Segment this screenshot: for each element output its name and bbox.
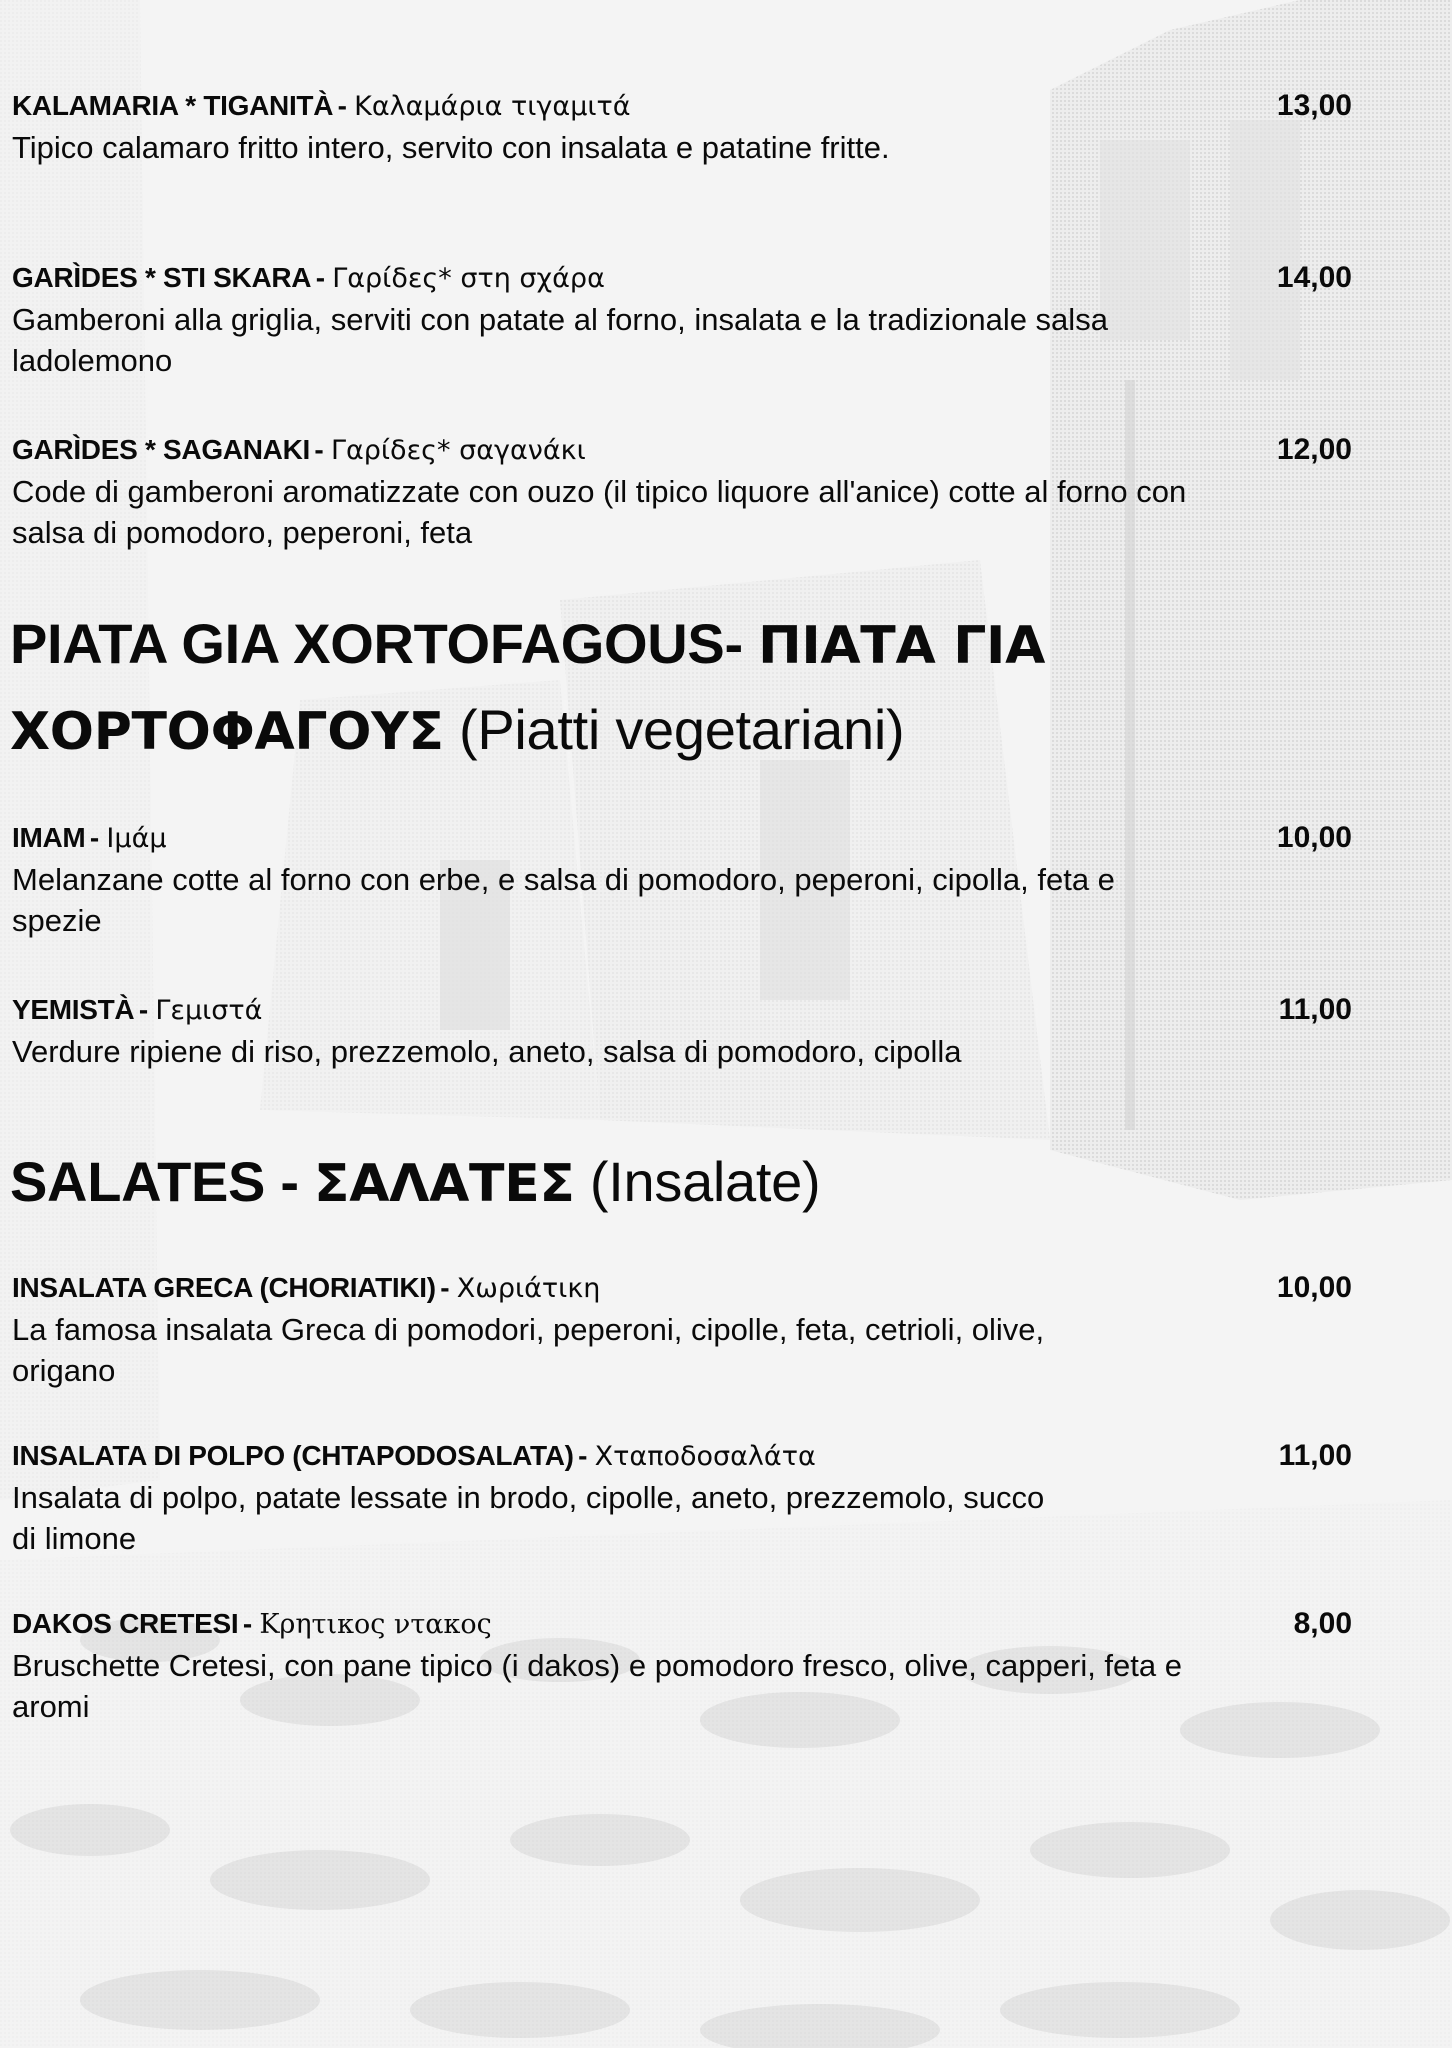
section-title-greek: ΣΑΛΑΤΕΣ — [313, 1154, 575, 1214]
dish-name: GARÌDES * STI SKARA — [12, 262, 312, 293]
dish-name: YEMISTÀ — [12, 994, 135, 1025]
section-title-salads: SALATES - ΣΑΛΑΤΕΣ (Insalate) — [10, 1150, 821, 1214]
dish-price: 11,00 — [1278, 993, 1352, 1026]
dish-description: Melanzane cotte al forno con erbe, e salsa di pomodoro, peperoni, cipolla, feta e spezie — [12, 862, 1115, 938]
menu-item-garides-saganaki: GARÌDES * SAGANAKI - Γαρίδες* σαγανάκι 12,00 Code di gamberoni aromatizzate con ouzo (il tipico liquore all'anice) cotte al forno con salsa di pomodoro, peperoni, feta — [12, 430, 1352, 553]
dish-greek-name: Γαρίδες* σαγανάκι — [330, 435, 586, 466]
dish-greek-name: Ιμάμ — [106, 823, 167, 854]
menu-item-garides-sti-skara: GARÌDES * STI SKARA - Γαρίδες* στη σχάρα 14,00 Gamberoni alla griglia, serviti con patate al forno, insalata e la tradizionale salsa ladolemono — [12, 258, 1352, 381]
dish-description: La famosa insalata Greca di pomodori, peperoni, cipolle, feta, cetrioli, olive, origano — [12, 1312, 1045, 1388]
menu-item-kalamaria: KALAMARIA * TIGANITÀ - Καλαμάρια τιγαμιτά 13,00 Tipico calamaro fritto intero, servito con insalata e patatine fritte. — [12, 86, 1352, 168]
dish-description: Verdure ripiene di riso, prezzemolo, aneto, salsa di pomodoro, cipolla — [12, 1034, 962, 1069]
section-title-latin: PIATA GIA XORTOFAGOUS — [10, 612, 725, 675]
dish-price: 14,00 — [1276, 261, 1352, 294]
dish-greek-name: Γαρίδες* στη σχάρα — [332, 263, 605, 294]
dish-greek-name: Χταποδοσαλάτα — [594, 1441, 816, 1472]
dish-price: 13,00 — [1276, 89, 1352, 122]
dish-greek-name: Χωριάτικη — [456, 1273, 601, 1304]
dish-price: 8,00 — [1293, 1607, 1352, 1640]
menu-item-insalata-di-polpo: INSALATA DI POLPO (CHTAPODOSALATA) - Χταποδοσαλάτα 11,00 Insalata di polpo, patate lessate in brodo, cipolle, aneto, prezzemolo, succo di limone — [12, 1436, 1352, 1559]
menu-item-dakos-cretesi: DAKOS CRETESI - Κρητικος ντακος 8,00 Bruschette Cretesi, con pane tipico (i dakos) e pomodoro fresco, olive, capperi, feta e aromi — [12, 1604, 1352, 1727]
dish-greek-name: Καλαμάρια τιγαμιτά — [354, 91, 631, 122]
menu-item-imam: IMAM - Ιμάμ 10,00 Melanzane cotte al forno con erbe, e salsa di pomodoro, peperoni, cipolla, feta e spezie — [12, 818, 1352, 941]
section-title-vegetarian: PIATA GIA XORTOFAGOUS- ΠΙΑΤΑ ΓΙΑ ΧΟΡΤΟΦΑΓΟΥΣ (Piatti vegetariani) — [10, 612, 1046, 762]
dish-name: KALAMARIA * TIGANITÀ — [12, 90, 334, 121]
dish-name: GARÌDES * SAGANAKI — [12, 434, 310, 465]
dish-price: 10,00 — [1276, 1271, 1352, 1304]
dish-description: Code di gamberoni aromatizzate con ouzo (il tipico liquore all'anice) cotte al forno con salsa di pomodoro, peperoni, feta — [12, 474, 1187, 550]
dish-description: Gamberoni alla griglia, serviti con patate al forno, insalata e la tradizionale salsa ladolemono — [12, 302, 1108, 378]
dish-description: Bruschette Cretesi, con pane tipico (i dakos) e pomodoro fresco, olive, capperi, feta e aromi — [12, 1648, 1182, 1724]
dish-name: IMAM — [12, 822, 86, 853]
section-title-greek: ΠΙΑΤΑ ΓΙΑ ΧΟΡΤΟΦΑΓΟΥΣ — [10, 616, 1046, 762]
section-title-latin: SALATES — [10, 1150, 266, 1213]
dish-greek-name: Γεμιστά — [155, 995, 263, 1026]
dish-description: Tipico calamaro fritto intero, servito con insalata e patatine fritte. — [12, 130, 890, 165]
dish-name: INSALATA GRECA (CHORIATIKI) — [12, 1272, 436, 1303]
dish-price: 12,00 — [1276, 433, 1352, 466]
menu-item-insalata-greca: INSALATA GRECA (CHORIATIKI) - Χωριάτικη 10,00 La famosa insalata Greca di pomodori, peperoni, cipolle, feta, cetrioli, olive, origano — [12, 1268, 1352, 1391]
section-title-italian: (Insalate) — [589, 1150, 821, 1213]
dish-price: 11,00 — [1278, 1439, 1352, 1472]
menu-item-yemista: YEMISTÀ - Γεμιστά 11,00 Verdure ripiene di riso, prezzemolo, aneto, salsa di pomodoro, cipolla — [12, 990, 1352, 1072]
dish-description: Insalata di polpo, patate lessate in brodo, cipolle, aneto, prezzemolo, succo di limone — [12, 1480, 1045, 1556]
dish-name: DAKOS CRETESI — [12, 1608, 239, 1639]
dish-price: 10,00 — [1276, 821, 1352, 854]
dish-name: INSALATA DI POLPO (CHTAPODOSALATA) — [12, 1440, 574, 1471]
section-title-italian: (Piatti vegetariani) — [459, 698, 905, 761]
dish-greek-name: Κρητικος ντακος — [259, 1609, 492, 1640]
